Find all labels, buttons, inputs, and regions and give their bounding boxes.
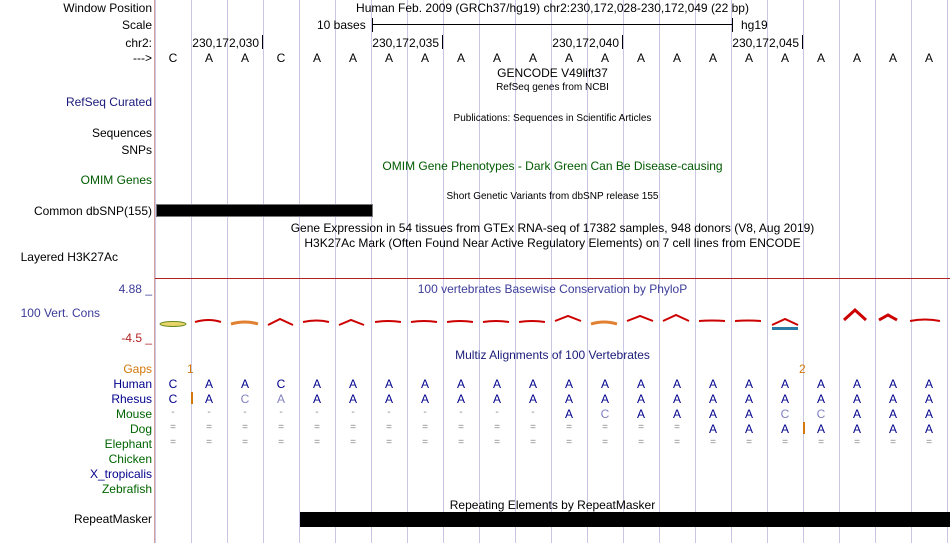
phylop-logo	[155, 300, 950, 340]
aligned-base: -	[387, 407, 391, 418]
h3k27ac-track-title[interactable]: H3K27Ac Mark (Often Found Near Active Regulatory Elements) on 7 cell lines from ENCODE	[304, 236, 801, 250]
h3k27ac-baseline	[155, 278, 950, 279]
repeatmasker-label[interactable]: RepeatMasker	[73, 512, 152, 526]
aligned-base: A	[636, 407, 645, 421]
aligned-base: -	[423, 407, 427, 418]
scale-text: 10 bases	[317, 18, 366, 32]
repeatmasker-feature[interactable]	[300, 512, 950, 527]
scale-bar	[372, 24, 733, 25]
aligned-base: A	[924, 407, 933, 421]
base: A	[348, 51, 357, 65]
base: A	[420, 51, 429, 65]
aligned-base: =	[242, 437, 248, 448]
aligned-base: A	[672, 392, 681, 406]
multiz-track-title[interactable]: Multiz Alignments of 100 Vertebrates	[455, 348, 650, 362]
aligned-base: =	[710, 437, 716, 448]
omim-label[interactable]: OMIM Genes	[80, 173, 152, 187]
base: A	[384, 51, 393, 65]
aligned-base: C	[600, 407, 610, 421]
aligned-base: A	[888, 422, 897, 436]
insertion-marker	[191, 392, 193, 404]
base: A	[852, 51, 861, 65]
aligned-base: A	[600, 377, 609, 391]
aligned-base: A	[924, 422, 933, 436]
aligned-base: C	[816, 407, 826, 421]
aligned-base: A	[672, 377, 681, 391]
strand-arrow-label[interactable]: --->	[133, 51, 152, 65]
dbsnp-track-title[interactable]: Short Genetic Variants from dbSNP release 155	[446, 191, 659, 202]
aligned-base: =	[386, 437, 392, 448]
base: C	[276, 51, 286, 65]
aligned-base: A	[312, 392, 321, 406]
chr-label: chr2:	[125, 36, 152, 50]
aligned-base: A	[636, 392, 645, 406]
aligned-base: A	[456, 392, 465, 406]
snps-label[interactable]: SNPs	[121, 143, 152, 157]
scale-bar-end	[732, 18, 733, 32]
base: A	[636, 51, 645, 65]
aligned-base: A	[888, 392, 897, 406]
aligned-base: =	[602, 437, 608, 448]
aligned-base: =	[206, 437, 212, 448]
aligned-base: =	[350, 422, 356, 433]
aligned-base: A	[672, 407, 681, 421]
aligned-base: -	[351, 407, 355, 418]
coordinate-label: 230,172,035	[372, 36, 439, 50]
aligned-base: =	[674, 437, 680, 448]
aligned-base: A	[744, 422, 753, 436]
coordinate-tick	[622, 35, 623, 49]
aligned-base: A	[276, 392, 285, 406]
aligned-base: =	[314, 437, 320, 448]
omim-track-title[interactable]: OMIM Gene Phenotypes - Dark Green Can Be Disease-causing	[382, 159, 723, 173]
aligned-base: A	[852, 407, 861, 421]
aligned-base: A	[564, 392, 573, 406]
insertion-marker	[803, 422, 805, 434]
gtex-track-title[interactable]: Gene Expression in 54 tissues from GTEx RNA-seq of 17382 samples, 948 donors (V8, Aug 2019)	[290, 221, 815, 235]
species-label[interactable]: Dog	[129, 422, 152, 436]
aligned-base: C	[276, 377, 286, 391]
aligned-base: A	[744, 407, 753, 421]
sequences-label[interactable]: Sequences	[91, 126, 152, 140]
aligned-base: =	[782, 437, 788, 448]
aligned-base: =	[242, 422, 248, 433]
base: A	[600, 51, 609, 65]
aligned-base: C	[168, 377, 178, 391]
aligned-base: A	[816, 422, 825, 436]
aligned-base: A	[888, 407, 897, 421]
aligned-base: C	[168, 392, 178, 406]
aligned-base: A	[816, 392, 825, 406]
aligned-base: =	[818, 437, 824, 448]
base: A	[564, 51, 573, 65]
base: A	[204, 51, 213, 65]
aligned-base: A	[708, 392, 717, 406]
aligned-base: A	[708, 407, 717, 421]
aligned-base: A	[744, 377, 753, 391]
aligned-base: A	[240, 377, 249, 391]
phylop-track-title[interactable]: 100 vertebrates Basewise Conservation by PhyloP	[417, 282, 688, 296]
aligned-base: C	[780, 407, 790, 421]
refseq-label[interactable]: RefSeq Curated	[65, 95, 152, 109]
aligned-base: -	[459, 407, 463, 418]
aligned-base: -	[315, 407, 319, 418]
aligned-base: A	[744, 392, 753, 406]
base: A	[816, 51, 825, 65]
aligned-base: A	[348, 377, 357, 391]
aligned-base: -	[495, 407, 499, 418]
repeatmasker-track-title[interactable]: Repeating Elements by RepeatMasker	[449, 498, 656, 512]
base: A	[456, 51, 465, 65]
aligned-base: A	[384, 392, 393, 406]
cons-max-label: 4.88 _	[118, 282, 152, 296]
coordinate-label: 230,172,045	[732, 36, 799, 50]
coordinate-label: 230,172,040	[552, 36, 619, 50]
aligned-base: A	[348, 392, 357, 406]
window-position-label: Window Position	[63, 1, 152, 15]
aligned-base: A	[852, 377, 861, 391]
aligned-base: A	[204, 377, 213, 391]
aligned-base: =	[458, 437, 464, 448]
gencode-track-title[interactable]: GENCODE V49lift37	[497, 66, 608, 80]
aligned-base: =	[278, 422, 284, 433]
aligned-base: =	[746, 437, 752, 448]
aligned-base: =	[566, 437, 572, 448]
aligned-base: -	[243, 407, 247, 418]
base: A	[492, 51, 501, 65]
aligned-base: -	[207, 407, 211, 418]
aligned-base: -	[279, 407, 283, 418]
gaps-label[interactable]: Gaps	[123, 362, 152, 376]
aligned-base: A	[312, 377, 321, 391]
aligned-base: -	[531, 407, 535, 418]
aligned-base: =	[314, 422, 320, 433]
gap-marker-1: 1	[187, 362, 194, 376]
base: A	[672, 51, 681, 65]
aligned-base: A	[852, 392, 861, 406]
aligned-base: =	[278, 437, 284, 448]
aligned-base: A	[924, 377, 933, 391]
aligned-base: =	[494, 437, 500, 448]
species-label[interactable]: Rhesus	[111, 392, 152, 406]
coordinate-tick	[442, 35, 443, 49]
aligned-base: =	[638, 422, 644, 433]
base: A	[708, 51, 717, 65]
aligned-base: =	[422, 437, 428, 448]
coordinate-tick	[262, 35, 263, 49]
base: C	[168, 51, 178, 65]
base: A	[888, 51, 897, 65]
species-label[interactable]: Mouse	[115, 407, 152, 421]
publications-track-title[interactable]: Publications: Sequences in Scientific Articles	[453, 113, 652, 124]
aligned-base: =	[890, 437, 896, 448]
aligned-base: A	[780, 392, 789, 406]
track-area[interactable]	[155, 0, 950, 543]
aligned-base: A	[492, 392, 501, 406]
aligned-base: A	[780, 377, 789, 391]
species-label[interactable]: X_tropicalis	[89, 467, 152, 481]
aligned-base: =	[422, 422, 428, 433]
coordinate-label: 230,172,030	[192, 36, 259, 50]
aligned-base: =	[206, 422, 212, 433]
species-label[interactable]: Elephant	[104, 437, 152, 451]
base: A	[780, 51, 789, 65]
track-labels	[0, 0, 152, 543]
aligned-base: =	[386, 422, 392, 433]
aligned-base: A	[564, 377, 573, 391]
base: A	[528, 51, 537, 65]
species-label[interactable]: Human	[113, 377, 152, 391]
aligned-base: =	[602, 422, 608, 433]
aligned-base: =	[854, 437, 860, 448]
aligned-base: =	[638, 437, 644, 448]
base: A	[312, 51, 321, 65]
aligned-base: A	[780, 422, 789, 436]
aligned-base: =	[494, 422, 500, 433]
base: A	[924, 51, 933, 65]
aligned-base: A	[528, 377, 537, 391]
aligned-base: A	[204, 392, 213, 406]
aligned-base: A	[852, 422, 861, 436]
aligned-base: =	[926, 437, 932, 448]
aligned-base: A	[600, 392, 609, 406]
refseq-track-subtitle: RefSeq genes from NCBI	[496, 82, 609, 93]
aligned-base: A	[384, 377, 393, 391]
aligned-base: -	[171, 407, 175, 418]
base: A	[744, 51, 753, 65]
aligned-base: A	[456, 377, 465, 391]
aligned-base: =	[530, 437, 536, 448]
window-position-text: Human Feb. 2009 (GRCh37/hg19) chr2:230,172,028-230,172,049 (22 bp)	[356, 1, 749, 15]
aligned-base: A	[636, 377, 645, 391]
aligned-base: =	[350, 437, 356, 448]
aligned-base: A	[564, 407, 573, 421]
aligned-base: A	[420, 377, 429, 391]
aligned-base: A	[528, 392, 537, 406]
aligned-base: A	[492, 377, 501, 391]
species-label[interactable]: Chicken	[108, 452, 152, 466]
assembly-label: hg19	[741, 18, 768, 32]
cons-min-label: -4.5 _	[121, 331, 152, 345]
aligned-base: A	[708, 377, 717, 391]
gap-marker-2: 2	[799, 362, 806, 376]
aligned-base: =	[566, 422, 572, 433]
aligned-base: =	[170, 422, 176, 433]
aligned-base: =	[458, 422, 464, 433]
scale-bar-start	[372, 18, 373, 32]
dbsnp-feature-bar[interactable]	[156, 204, 373, 217]
aligned-base: =	[674, 422, 680, 433]
h3k27ac-label[interactable]: Layered H3K27Ac	[20, 250, 118, 264]
aligned-base: A	[888, 377, 897, 391]
aligned-base: C	[240, 392, 250, 406]
aligned-base: A	[924, 392, 933, 406]
coordinate-tick	[802, 35, 803, 49]
aligned-base: A	[420, 392, 429, 406]
aligned-base: =	[530, 422, 536, 433]
scale-label: Scale	[121, 18, 152, 32]
cons-label[interactable]: 100 Vert. Cons	[20, 306, 100, 320]
base: A	[240, 51, 249, 65]
species-label[interactable]: Zebrafish	[101, 482, 152, 496]
dbsnp-label[interactable]: Common dbSNP(155)	[33, 204, 152, 218]
aligned-base: A	[708, 422, 717, 436]
aligned-base: =	[170, 437, 176, 448]
aligned-base: A	[816, 377, 825, 391]
